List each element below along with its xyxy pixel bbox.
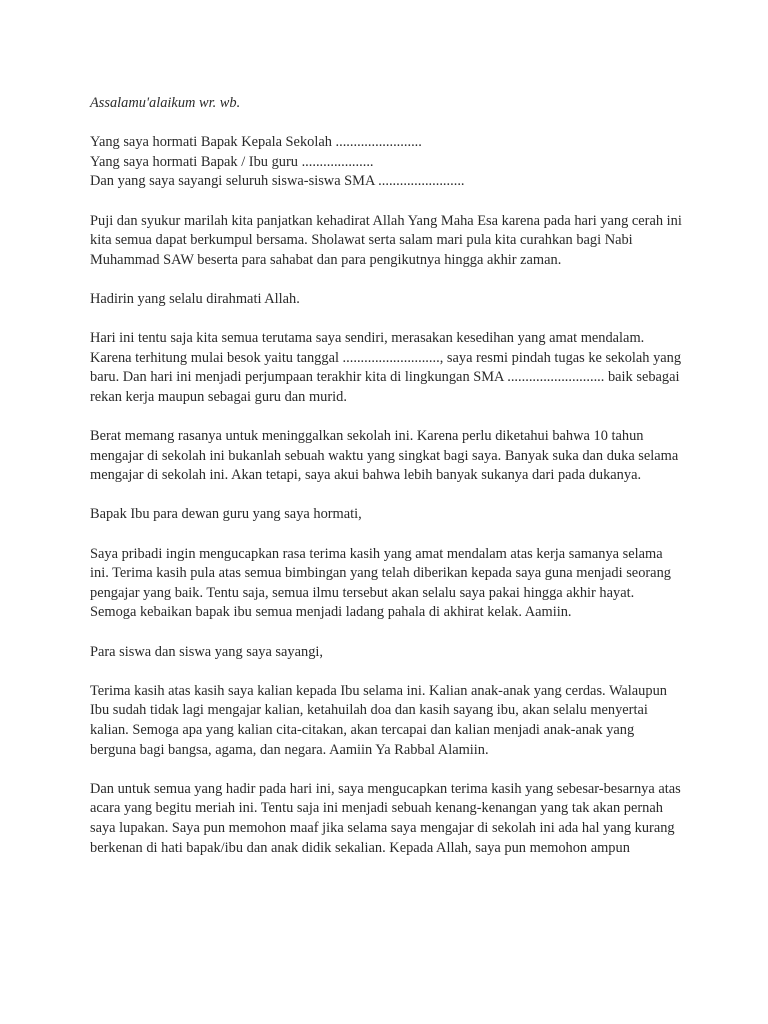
paragraph-address-teachers: Bapak Ibu para dewan guru yang saya hormati,	[90, 506, 362, 523]
salutation-line: Yang saya hormati Bapak / Ibu guru ....................	[90, 153, 374, 170]
paragraph-address-students: Para siswa dan siswa yang saya sayangi,	[90, 643, 323, 660]
salutation-block	[90, 133, 682, 192]
document-body	[90, 94, 682, 878]
paragraph-farewell: Hari ini tentu saja kita semua terutama saya sendiri, merasakan kesedihan yang amat mendalam. Karena terhitung mulai besok yaitu tanggal ..........................., saya resmi pindah tugas ke sekolah yang baru. Dan hari ini menjadi perjumpaan terakhir kita di lingkungan SMA ........................... baik sebagai rekan kerja maupun sebagai guru dan murid.	[90, 330, 682, 405]
paragraph-opening: Puji dan syukur marilah kita panjatkan kehadirat Allah Yang Maha Esa karena pada hari yang cerah ini kita semua dapat berkumpul bersama. Sholawat serta salam mari pula kita curahkan bagi Nabi Muhammad SAW beserta para sahabat dan para pengikutnya hingga akhir zaman.	[90, 212, 682, 268]
paragraph-reflection: Berat memang rasanya untuk meninggalkan sekolah ini. Karena perlu diketahui bahwa 10 tahun mengajar di sekolah ini bukanlah sebuah waktu yang singkat bagi saya. Banyak suka dan duka selama mengajar di sekolah ini. Akan tetapi, saya akui bahwa lebih banyak sukanya dari pada dukanya.	[90, 428, 679, 484]
salutation-line: Yang saya hormati Bapak Kepala Sekolah ........................	[90, 134, 422, 151]
paragraph-thanks-students: Terima kasih atas kasih saya kalian kepada Ibu selama ini. Kalian anak-anak yang cerdas. Walaupun Ibu sudah tidak lagi mengajar kalian, ketahuilah doa dan kasih sayang ibu, akan selalu menyertai kalian. Semoga apa yang kalian cita-citakan, akan tercapai dan kalian menjadi anak-anak yang berguna bagi bangsa, agama, dan negara. Aamiin Ya Rabbal Alamiin.	[90, 682, 667, 758]
greeting: Assalamu'alaikum wr. wb.	[90, 95, 241, 111]
paragraph-thanks-teachers: Saya pribadi ingin mengucapkan rasa terima kasih yang amat mendalam atas kerja samanya selama ini. Terima kasih pula atas semua bimbingan yang telah diberikan kepada saya guna menjadi seorang pengajar yang baik. Tentu saja, semua ilmu tersebut akan selalu saya pakai hingga akhir hayat. Semoga kebaikan bapak ibu semua menjadi ladang pahala di akhirat kelak. Aamiin.	[90, 545, 671, 621]
paragraph-closing: Dan untuk semua yang hadir pada hari ini, saya mengucapkan terima kasih yang sebesar-besarnya atas acara yang begitu meriah ini. Tentu saja ini menjadi sebuah kenang-kenangan yang tak akan pernah saya lupakan. Saya pun memohon maaf jika selama saya mengajar di sekolah ini ada hal yang kurang berkenan di hati bapak/ibu dan anak didik sekalian. Kepada Allah, saya pun memohon ampun	[90, 780, 681, 856]
paragraph-address-hadirin: Hadirin yang selalu dirahmati Allah.	[90, 290, 300, 307]
salutation-line: Dan yang saya sayangi seluruh siswa-siswa SMA ........................	[90, 173, 465, 190]
